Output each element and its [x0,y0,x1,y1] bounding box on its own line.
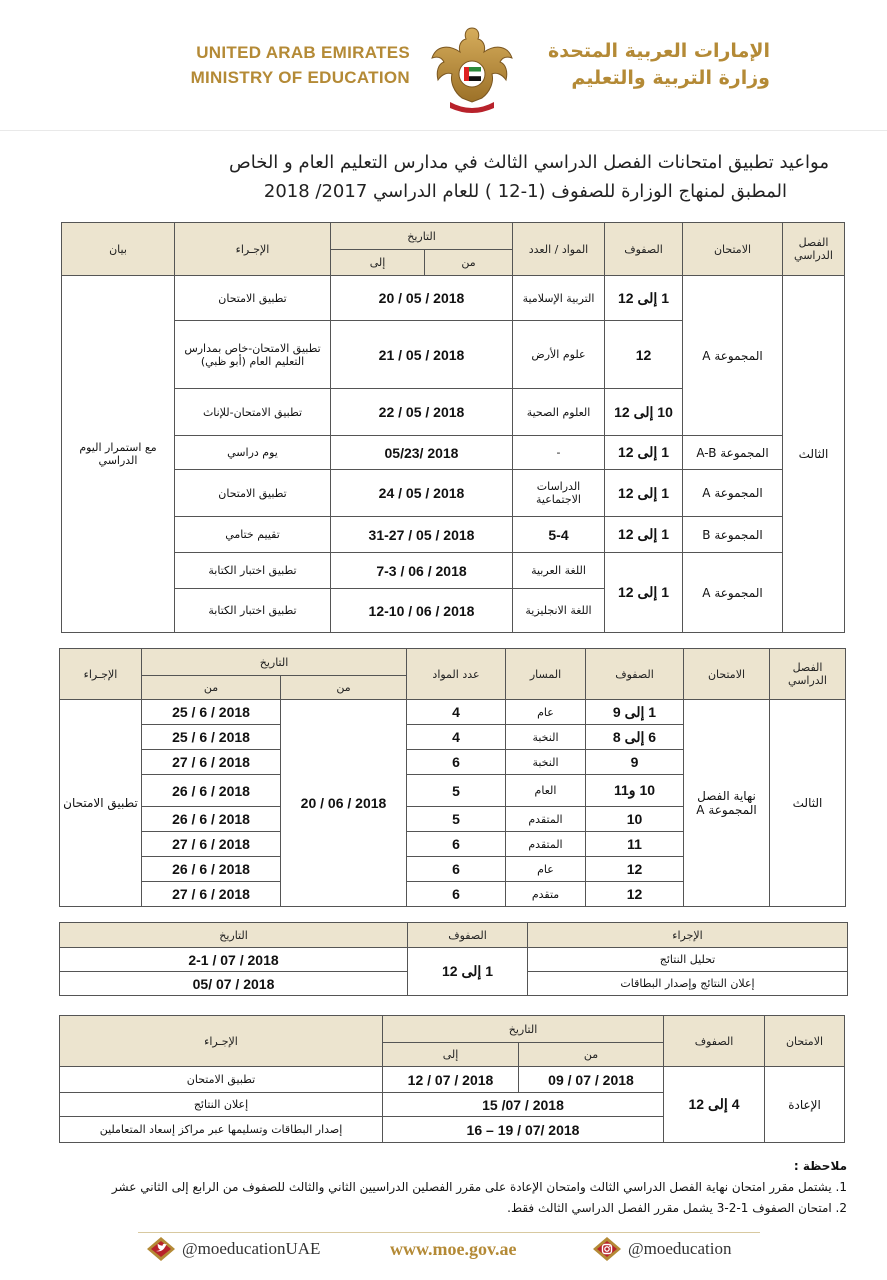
grades-cell: 1 إلى 12 [605,276,683,321]
subject-cell: اللغة الانجليزية [513,589,605,633]
group-cell: المجموعة A-B [683,436,783,470]
table-row [62,276,845,321]
header-date: التاريخ [60,923,408,948]
header-grades: الصفوف [408,923,528,948]
header-to: إلى [383,1043,519,1067]
header-from: من [425,250,513,276]
procedure-cell: إصدار البطاقات وتسليمها عبر مراكز إسعاد المتعاملين [60,1117,383,1143]
exam-schedule-table [61,222,845,633]
procedure-cell: إعلان النتائج وإصدار البطاقات [528,972,848,996]
track-cell: النخبة [506,725,586,750]
track-cell: المتقدم [506,832,586,857]
results-table [59,922,848,996]
procedure-cell: إعلان النتائج [60,1093,383,1117]
subject-cell: 5-4 [513,517,605,553]
procedure-cell: تقييم ختامي [175,517,331,553]
procedure-cell: تطبيق الامتحان [60,1067,383,1093]
header-statement: بيان [62,223,175,276]
procedure-cell: يوم دراسي [175,436,331,470]
header-date: التاريخ [142,649,407,676]
grades-cell: 1 إلى 12 [408,948,528,996]
procedure-cell: تطبيق اختبار الكتابة [175,589,331,633]
track-cell: عام [506,700,586,725]
to-date-cell: 2018 / 6 / 26 [142,775,281,807]
subject-cell: - [513,436,605,470]
date-cell: 2018 / 07 /05 [60,972,408,996]
date-cell: 2018 / 06 / 7-3 [331,553,513,589]
twitter-bird-icon[interactable] [146,1236,176,1262]
group-cell: المجموعة A [683,276,783,436]
country-name-en: UNITED ARAB EMIRATES [196,43,410,62]
table-row [60,948,848,972]
group-cell: المجموعة A [683,553,783,633]
subject-cell: الدراسات الاجتماعية [513,470,605,517]
procedure-cell: تطبيق الامتحان-خاص بمدارس التعليم العام (أبو ظبي) [175,321,331,389]
note-item: 1. يشتمل مقرر امتحان نهاية الفصل الدراسي الثالث وامتحان الإعادة على مقرر الفصلين الدراسيين الثاني والثالث للصفوف من الرابع إلى الثاني عشر [111,1180,847,1194]
grades-cell: 4 إلى 12 [664,1067,765,1143]
statement-cell: مع استمرار اليوم الدراسي [62,276,175,633]
header-term: الفصل الدراسي [770,649,846,700]
table-row [62,436,845,470]
exam-cell: الإعادة [765,1067,845,1143]
header-date: التاريخ [383,1016,664,1043]
grades-cell: 1 إلى 12 [605,517,683,553]
date-cell: 2018 / 05 / 31-27 [331,517,513,553]
grades-cell: 12 [586,882,684,907]
header-exam: الامتحان [684,649,770,700]
uae-emblem-icon [428,22,516,117]
header-grades: الصفوف [586,649,684,700]
date-cell: 2018 / 07/ 15 [383,1093,664,1117]
header-procedure: الإجـراء [175,223,331,276]
title-line-2: المطبق لمنهاج الوزارة للصفوف (1-12 ) للعام الدراسي 2017/ 2018 [263,181,787,202]
grades-cell: 6 إلى 8 [586,725,684,750]
procedure-cell: تطبيق الامتحان [175,470,331,517]
header-term: الفصل الدراسي [783,223,845,276]
count-cell: 4 [407,700,506,725]
grades-cell: 1 إلى 12 [605,553,683,633]
grades-cell: 11 [586,832,684,857]
footer [138,1232,760,1269]
count-cell: 5 [407,807,506,832]
count-cell: 4 [407,725,506,750]
procedure-cell: تطبيق الامتحان [60,700,142,907]
track-cell: عام [506,857,586,882]
header-to: من [142,676,281,700]
header-exam: الامتحان [683,223,783,276]
track-cell: المتقدم [506,807,586,832]
table-row [62,553,845,589]
count-cell: 6 [407,750,506,775]
track-cell: العام [506,775,586,807]
resit-exam-table [59,1015,845,1143]
group-cell: المجموعة A [683,470,783,517]
header-exam: الامتحان [765,1016,845,1067]
procedure-cell: تطبيق اختبار الكتابة [175,553,331,589]
twitter-handle[interactable]: @moeducationUAE [182,1239,321,1258]
date-cell: 2018 / 07 / 2-1 [60,948,408,972]
table-row [60,700,846,725]
count-cell: 6 [407,832,506,857]
to-date-cell: 2018 / 6 / 26 [142,807,281,832]
website-link[interactable]: www.moe.gov.ae [390,1239,517,1259]
header-procedure: الإجراء [528,923,848,948]
ministry-name-en: MINISTRY OF EDUCATION [190,68,410,87]
to-date-cell: 2018 / 6 / 25 [142,700,281,725]
title-line-1: مواعيد تطبيق امتحانات الفصل الدراسي الثالث في مدارس التعليم العام و الخاص [228,152,829,173]
header-track: المسار [506,649,586,700]
table-row [60,1067,845,1093]
header-procedure: الإجـراء [60,649,142,700]
from-date-cell: 2018 / 06 / 20 [281,700,407,907]
procedure-cell: تطبيق الامتحان [175,276,331,321]
to-date-cell: 2018 / 07 / 12 [383,1067,519,1093]
to-date-cell: 2018 / 6 / 27 [142,832,281,857]
table-row [62,517,845,553]
grades-cell: 12 [605,321,683,389]
grades-cell: 10 و11 [586,775,684,807]
header-grades: الصفوف [605,223,683,276]
to-date-cell: 2018 / 6 / 27 [142,882,281,907]
term-cell: الثالث [783,276,845,633]
country-name-ar: الإمارات العربية المتحدة [548,40,770,62]
header-date: التاريخ [331,223,513,250]
header-procedure: الإجـراء [60,1016,383,1067]
procedure-cell: تطبيق الامتحان-للإناث [175,389,331,436]
note-item: 2. امتحان الصفوف 1-2-3 يشمل مقرر الفصل الدراسي الثالث فقط. [507,1201,847,1215]
date-cell: 2018 / 05 / 20 [331,276,513,321]
table-row [62,470,845,517]
date-cell: 2018 /05/23 [331,436,513,470]
date-cell: 2018 / 05 / 21 [331,321,513,389]
header-to: إلى [331,250,425,276]
subject-cell: اللغة العربية [513,553,605,589]
header-grades: الصفوف [664,1016,765,1067]
count-cell: 5 [407,775,506,807]
instagram-camera-icon[interactable] [592,1236,622,1262]
page-title [69,148,829,206]
header-from: من [281,676,407,700]
to-date-cell: 2018 / 6 / 25 [142,725,281,750]
date-cell: 2018 / 05 / 22 [331,389,513,436]
grades-cell: 9 [586,750,684,775]
grades-cell: 10 [586,807,684,832]
notes-heading: ملاحظة : [793,1159,847,1173]
to-date-cell: 2018 / 6 / 27 [142,750,281,775]
header-from: من [519,1043,664,1067]
instagram-handle[interactable]: @moeducation [628,1239,732,1258]
from-date-cell: 2018 / 07 / 09 [519,1067,664,1093]
grades-cell: 1 إلى 12 [605,470,683,517]
ministry-name-english [170,40,410,90]
ministry-name-ar: وزارة التربية والتعليم [571,67,770,89]
grades-cell: 10 إلى 12 [605,389,683,436]
header-count: عدد المواد [407,649,506,700]
final-exam-table [59,648,846,907]
to-date-cell: 2018 / 6 / 26 [142,857,281,882]
notes-section [0,1156,847,1219]
ministry-name-arabic [528,38,770,92]
count-cell: 6 [407,882,506,907]
track-cell: النخبة [506,750,586,775]
procedure-cell: تحليل النتائج [528,948,848,972]
group-cell: المجموعة B [683,517,783,553]
date-cell: 2018 / 05 / 24 [331,470,513,517]
term-cell: الثالث [770,700,846,907]
grades-cell: 1 إلى 12 [605,436,683,470]
subject-cell: التربية الإسلامية [513,276,605,321]
exam-cell: نهاية الفصل المجموعة A [684,700,770,907]
date-cell: 2018 /07 / 19 – 16 [383,1117,664,1143]
header-divider [0,130,887,131]
track-cell: متقدم [506,882,586,907]
subject-cell: العلوم الصحية [513,389,605,436]
grades-cell: 12 [586,857,684,882]
subject-cell: علوم الأرض [513,321,605,389]
grades-cell: 1 إلى 9 [586,700,684,725]
count-cell: 6 [407,857,506,882]
header-subjects: المواد / العدد [513,223,605,276]
date-cell: 2018 / 06 / 12-10 [331,589,513,633]
